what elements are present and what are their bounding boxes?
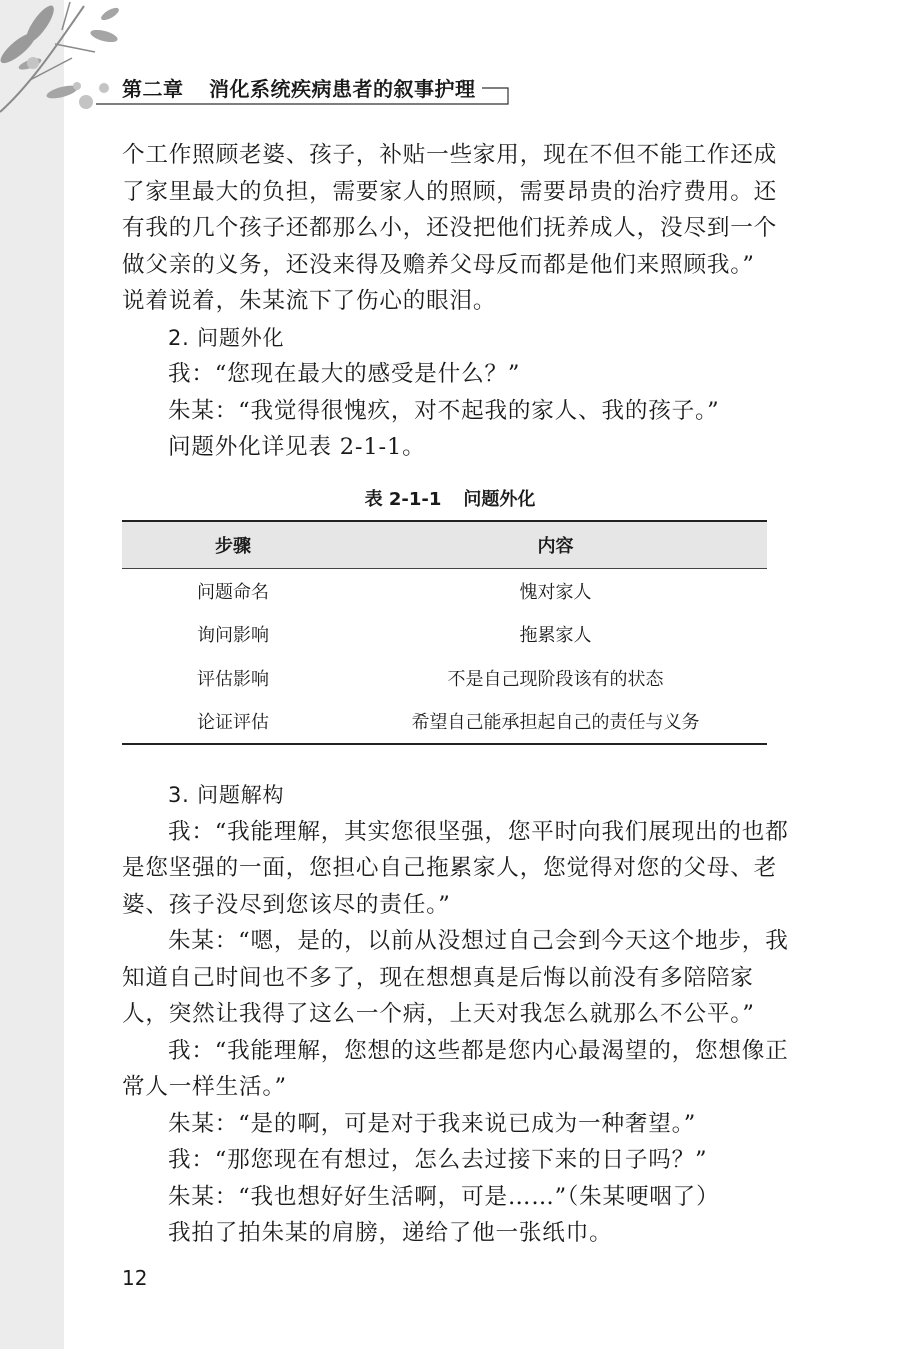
section-heading-3: 3. 问题解构 <box>168 783 285 807</box>
problem-externalization-table <box>122 520 767 745</box>
body-text-bottom <box>122 777 789 1252</box>
dialogue-line: 知道自己时间也不多了，现在想想真是后悔以前没有多陪陪家 <box>122 964 754 991</box>
dialogue-line: 朱某：“嗯，是的，以前从没想过自己会到今天这个地步，我 <box>168 928 789 954</box>
paragraph-line: 说着说着，朱某流下了伤心的眼泪。 <box>122 288 497 314</box>
table-row <box>122 656 767 700</box>
dialogue-line: 我：“我能理解，您想的这些都是您内心最渴望的，您想像正 <box>168 1037 789 1064</box>
table-row <box>122 700 767 745</box>
dialogue-line: 我：“您现在最大的感受是什么？” <box>168 361 521 387</box>
table-caption-title: 问题外化 <box>463 489 536 510</box>
dialogue-line: 我：“我能理解，其实您很坚强，您平时向我们展现出的也都 <box>168 818 789 845</box>
dialogue-line: 朱某：“我也想好好生活啊，可是……”（朱某哽咽了） <box>168 1183 720 1210</box>
left-margin-band <box>0 0 64 1349</box>
table-header-cell: 步骤 <box>122 521 344 569</box>
page-number: 12 <box>122 1266 148 1290</box>
table-cell-step: 评估影响 <box>197 668 269 690</box>
paragraph-line: 做父亲的义务，还没来得及赡养父母反而都是他们来照顾我。” <box>122 251 755 278</box>
table-caption-number: 表 2-1-1 <box>364 489 442 510</box>
narration-line: 我拍了拍朱某的肩膀，递给了他一张纸巾。 <box>168 1220 613 1246</box>
dialogue-line: 是您坚强的一面，您担心自己拖累家人，您觉得对您的父母、老 <box>122 855 778 881</box>
paragraph-line: 有我的几个孩子还都那么小，还没把他们抚养成人，没尽到一个 <box>122 215 778 241</box>
body-text-top <box>122 137 778 466</box>
table-header-row <box>122 521 767 569</box>
paragraph-line: 个工作照顾老婆、孩子，补贴一些家用，现在不但不能工作还成 <box>122 142 778 168</box>
table-header-cell: 内容 <box>344 521 767 569</box>
table-cell-step: 论证评估 <box>122 700 344 745</box>
dialogue-line: 朱某：“我觉得很愧疚，对不起我的家人、我的孩子。” <box>168 397 720 424</box>
chapter-label: 第二章 <box>122 77 184 101</box>
table-caption <box>0 485 900 511</box>
dialogue-line: 婆、孩子没尽到您该尽的责任。” <box>122 891 451 918</box>
dialogue-line: 我：“那您现在有想过，怎么去过接下来的日子吗？” <box>168 1147 708 1173</box>
table-cell-content: 不是自己现阶段该有的状态 <box>447 668 664 690</box>
dialogue-line: 人，突然让我得了这么一个病，上天对我怎么就那么不公平。” <box>122 1001 755 1027</box>
table-cell-content: 拖累家人 <box>519 625 592 647</box>
table-row <box>122 569 767 613</box>
table-cell-content: 希望自己能承担起自己的责任与义务 <box>344 700 767 745</box>
table-cell-content: 愧对家人 <box>519 581 592 603</box>
dialogue-line: 常人一样生活。” <box>122 1074 287 1100</box>
chapter-title <box>122 74 475 104</box>
table-cell-step: 询问影响 <box>197 625 269 647</box>
paragraph-line: 了家里最大的负担，需要家人的照顾，需要昂贵的治疗费用。还 <box>122 178 778 205</box>
table-cell-step: 问题命名 <box>197 581 269 603</box>
dialogue-line: 朱某：“是的啊，可是对于我来说已成为一种奢望。” <box>168 1110 697 1137</box>
section-heading-2: 2. 问题外化 <box>168 325 285 350</box>
table-row <box>122 613 767 657</box>
table-reference-line: 问题外化详见表 2-1-1。 <box>168 434 426 460</box>
chapter-name: 消化系统疾病患者的叙事护理 <box>208 77 476 101</box>
